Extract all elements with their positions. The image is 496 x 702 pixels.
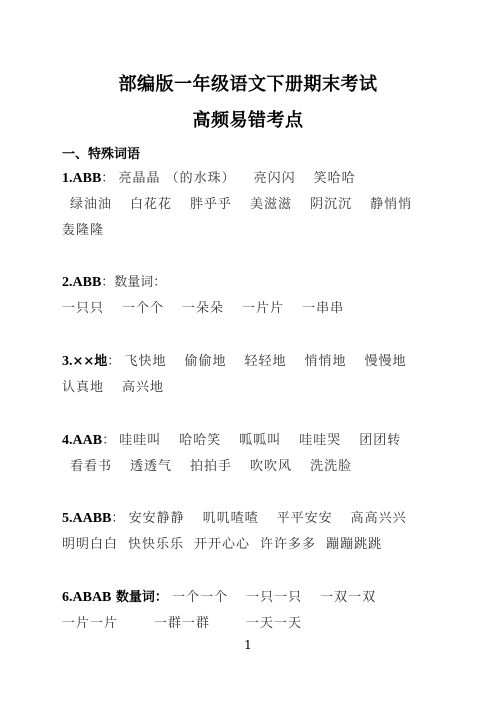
- word: 一片一片: [62, 616, 119, 631]
- page-number: 1: [244, 638, 252, 652]
- word: 阴沉沉: [310, 197, 353, 212]
- word: 亮晶晶 （的水珠）: [118, 171, 236, 186]
- section-heading: 一、特殊词语: [62, 147, 141, 162]
- word: 白花花: [130, 197, 173, 212]
- item-4-line-1: [62, 429, 442, 449]
- item-label: ABAB: [72, 590, 112, 605]
- document-subtitle: 高频易错考点: [192, 110, 304, 131]
- word: 偷偷地: [184, 354, 227, 369]
- word: 一朵朵: [182, 301, 225, 316]
- item-separator: ：: [107, 354, 121, 369]
- word: 许许多多: [260, 537, 317, 552]
- item-number: 3.: [62, 354, 73, 369]
- word: 蹦蹦跳跳: [326, 537, 383, 552]
- word: 认真地: [62, 380, 105, 395]
- item-number: 4.: [62, 433, 73, 448]
- word: 一串串: [302, 301, 345, 316]
- item-label: ABB: [72, 171, 102, 186]
- word: 胖乎乎: [190, 197, 233, 212]
- word: 轻轻地: [244, 354, 287, 369]
- word: 亮闪闪: [253, 171, 296, 186]
- word: 吹吹风: [250, 459, 293, 474]
- item-2-line-1: [62, 271, 442, 291]
- item-5-line-1: [62, 507, 442, 527]
- word: 轰隆隆: [62, 223, 105, 238]
- word: 一群一群: [154, 616, 211, 631]
- item-separator: 数量词：: [111, 590, 168, 605]
- word: 一片片: [242, 301, 285, 316]
- word: 哇哇叫: [119, 433, 162, 448]
- word: 叽叽喳喳: [202, 511, 259, 526]
- word: 一个个: [122, 301, 165, 316]
- word: 悄悄地: [304, 354, 347, 369]
- item-6-line-1: [62, 586, 442, 606]
- word: 开开心心: [194, 537, 251, 552]
- word: 透透气: [130, 459, 173, 474]
- item-separator: ：: [102, 433, 116, 448]
- item-4-line-2: [70, 455, 450, 474]
- word: 快快乐乐: [128, 537, 185, 552]
- word: 一个一个: [172, 590, 229, 605]
- item-label: ABB: [72, 275, 102, 290]
- item-number: 2.: [62, 275, 73, 290]
- item-1-line-1: [62, 167, 442, 187]
- item-label: AAB: [72, 433, 103, 448]
- document-title: 部编版一年级语文下册期末考试: [118, 74, 378, 95]
- word: 美滋滋: [250, 197, 293, 212]
- item-number: 5.: [62, 511, 73, 526]
- word: 一双一双: [320, 590, 377, 605]
- word: 看看书: [70, 459, 113, 474]
- item-2-line-2: [62, 297, 442, 316]
- item-separator: ：数量词：: [101, 275, 167, 290]
- word: 团团转: [359, 433, 402, 448]
- word: 慢慢地: [364, 354, 407, 369]
- item-5-line-2: [62, 533, 442, 552]
- word: 静悄悄: [370, 197, 413, 212]
- item-label: AABB: [72, 511, 112, 526]
- item-6-line-2: [62, 612, 442, 631]
- item-1-line-2: [70, 193, 450, 212]
- word: 哈哈笑: [179, 433, 222, 448]
- word: 明明白白: [62, 537, 119, 552]
- item-3-line-2: [62, 376, 442, 395]
- item-label: ××地: [72, 354, 108, 369]
- word: 拍拍手: [190, 459, 233, 474]
- word: 高高兴兴: [350, 511, 407, 526]
- item-number: 6.: [62, 590, 73, 605]
- item-1-line-3: [62, 219, 442, 238]
- word: 洗洗脸: [310, 459, 353, 474]
- item-number: 1.: [62, 171, 73, 186]
- item-separator: ：: [111, 511, 125, 526]
- word: 一只只: [62, 301, 105, 316]
- word: 高兴地: [122, 380, 165, 395]
- word: 安安静静: [128, 511, 185, 526]
- word: 哇哇哭: [299, 433, 342, 448]
- word: 飞快地: [124, 354, 167, 369]
- word: 一只一只: [246, 590, 303, 605]
- word: 绿油油: [70, 197, 113, 212]
- word: 一天一天: [246, 616, 303, 631]
- word: 笑哈哈: [313, 171, 356, 186]
- word: 平平安安: [276, 511, 333, 526]
- item-separator: ：: [101, 171, 115, 186]
- item-3-line-1: [62, 350, 442, 370]
- word: 呱呱叫: [239, 433, 282, 448]
